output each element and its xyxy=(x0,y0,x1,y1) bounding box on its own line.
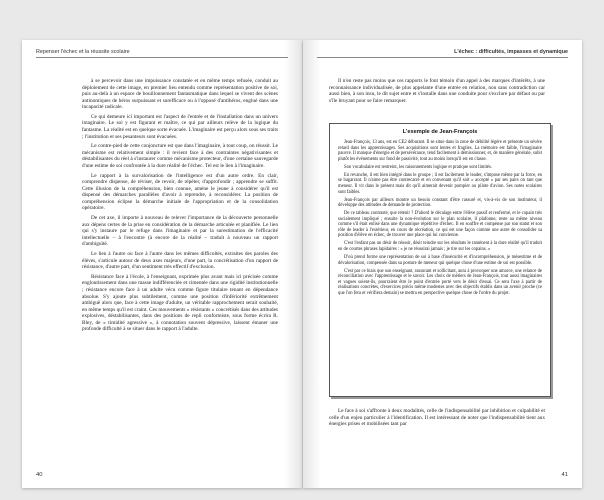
paragraph: à se percevoir dans une impuissance constatée et en même temps refusée, conduit au déploiement de cette image, en premier lieu entendu comme représentation positive de soi, puis au-delà à un espace de bouillonnement fantasmatique dans lequel se vivent des scènes antinomiques de héros surpuissant et surefficace ou à l'opposé d'antihéros, englué dans une incapacité radicale. xyxy=(82,78,278,111)
left-page-body xyxy=(82,78,278,336)
right-page-intro xyxy=(329,78,545,107)
paragraph: Le contre-pied de cette conjoncture est que dans l'imaginaire, à tout coup, on réussit. Le mécanisme est relativement simple : il revient face à des contraintes négativisantes et déstabilisantes du réel à s'instaurer comme mécanisme protecteur, d'une certaine sauvegarde d'une estime de soi confrontée à la dure réalité de l'échec. Tel est le lien à l'imaginaire. xyxy=(82,143,278,169)
paragraph: Ce qui demeure ici important est l'aspect de l'entrée et de l'installation dans un univers imaginaire. Le soi y est figurant et maître, ce qui par ailleurs relève de la logique du fantasme. La réalité est en quelque sorte évacuée. L'imaginaire est perçu alors sous ses traits ; l'institution et ses pesanteurs sont évacuées. xyxy=(82,113,278,140)
right-page xyxy=(303,40,582,488)
page-number-right: 41 xyxy=(561,472,568,478)
box-paragraph: Jean-François par ailleurs montre un besoin constant d'être rassuré et, vis-à-vis de son instituteur, il développe des attitudes de demande de protection. xyxy=(338,197,542,209)
box-paragraph: C'est l'enfant pas un désir de réussir, désir teindre sur les résultats le ramènent à la dure réalité qu'il traduit en de courtes phrases lapidaires : « je ne réussirai jamais ; je tire sur les copains. » xyxy=(338,241,542,253)
box-paragraph: C'est par ce biais que son enseignant, rassurant et sollicitant, aura à provoquer une amorce, une relance de réconciliation avec l'apprentissage et le savoir. Les choix de métiers de Jean-François, tout aussi imaginaires et vagues soient-ils, pourraient être le point d'entrée porté vers le désir d'essai. Ce sera l'axe à partir de réalisations concrètes, d'exercices précis même modestes avec des objectifs établis dans un avenir proche (ce que l'on fera et vérifiera demain) se mettra en perspective quelque chose de l'ordre du projet. xyxy=(338,268,542,296)
right-page-closing xyxy=(329,408,545,431)
box-paragraph: En revanche, il est bien intégré dans le groupe ; il est facilement le leader, s'impose même par la force, en se bagarrant. Il n'aime pas être contrecarré et en convenant qu'il soit « accepté » par ses pairs on tant que meneur. Il vit dans le présent mais dit qu'il aimerait devenir pompier ou pilote d'avion. Ses notes scolaires sont faibles. xyxy=(338,172,542,195)
gutter-shadow-left xyxy=(284,40,302,488)
example-box-body xyxy=(338,140,542,297)
box-paragraph: D'où prend forme une représentation de soi à base d'insécurité et d'incompréhension, je mésestime et de dévalorisation, compensée dans sa posture de meneur qui quelque chose d'une estime de soi est possible. xyxy=(338,255,542,266)
page-number-left: 40 xyxy=(36,472,43,478)
header-rule-right xyxy=(317,57,568,58)
paragraph: Résistance face à l'école, à l'enseignant, exprimée plus avant mais ici précisée comme engloutissement dans une masse indifférenciée et cimentée dans une rigidité institutionnelle ; résistance encore face à un adulte vécu comme figure titulaire tenant en dépendance absolue. S'y ajoute plus subtilement, comme une position d'infériorité extrêmement ambiguë alors que, face à cette image d'adulte, un véritable rapprochement serait souhaité, en même temps qu'il est craint. Ces mouvements « résistants » concrétisés dans des attitudes explosives, déstabilisantes, dans des positions de repli conformiste, sous forme écrira R. Bley, de « timidité agressive », à connotation souvent dépressive, laissent émaner une profonde difficulté à se situer dans le rapport à l'adulte. xyxy=(82,273,278,333)
gutter-shadow-right xyxy=(303,40,321,488)
box-paragraph: Son vocabulaire est restreint, les raisonnements logique et pratique sont limités. xyxy=(344,164,492,170)
paragraph: De cet axe, il importe à nouveau de relever l'importance de la découverte personnelle aux dépens certes de la prise en considération de la démarche articulée et planifiée. Le lien qui s'y instaure par le refuge dans l'imaginaire et par la surestimation de l'efficacité intellectuelle – à l'encontre (à encore de la réalité – traduit à nouveau un rapport d'ambiguïté. xyxy=(82,215,278,248)
paragraph: Le lien à l'autre ou face à l'autre dans les mêmes difficultés, extraites des paroles des élèves, s'articule autour de deux axes majeurs, d'une part, la concrétisation d'un rapport de résistance, d'autre part, d'un sentiment très effectif d'exclusion. xyxy=(82,251,278,271)
box-paragraph: De ce tableau contrasté, que retenir ? D'abord le décalage entre l'élève passif et renfermé, et le copain très socialement impliqué ; ensuite la non-évolution sur le plan scolaire, il plafonne, reste au même niveau comme s'il était enlisé dans une dynamique répétitive d'échec. Il en souffre et compense par son statut et son rôle de leader à l'extérieur, en cours de récréation, ce qui est une façon comme une autre de consolider sa position d'élève en échec, de trouver une place qui lui convienne. xyxy=(338,211,542,239)
example-box-title: L'exemple de Jean-François xyxy=(402,129,478,135)
left-page xyxy=(22,40,302,488)
running-header-right: L'échec : difficultés, impasses et dynamique xyxy=(454,49,568,55)
running-header-left: Repenser l'échec et la réussite scolaire xyxy=(36,49,130,55)
paragraph: Le rapport à la survalorisation de l'intelligence est d'un autre ordre. En clair, comprendre dispense, de réviser, de revoir, de répéter, d'approfondir ; apprendre se suffit. Cette illusion de la compréhension, bien connue, amène le jeune à considérer qu'il est dispensé des démarches parallèles d'avoir à reprendre, à reconsidérer. La position de compréhension éclipse la démarche initiale de l'appropriation et de la consolidation opératoire. xyxy=(82,172,278,212)
box-paragraph: Jean-François, 13 ans, est en CE2 déburant. Il se situe dans la zone de débilité légère et présente un sévère retard dans les apprentissages. Ses acquisitions sont lentes et fragiles. La mémoire est faible, l'imaginaire pauvre. Il manque d'énergie et de persévérance, tend facilement à démissionner, et, de manière générale, subit plutôt les événements sur fond de passivité, tout au moins lorsqu'il est en classe. xyxy=(338,140,542,162)
paragraph: Le face à soi s'affronte à deux modalités, celle de l'indispensabilité par inhibition et culpabilité et celle d'un enjeu particulier à l'identification. Il est intéressant de noter que l'indispensabilité tient aux énergies prises et mobilisées tant par xyxy=(329,408,545,428)
example-box xyxy=(329,123,551,397)
paragraph: Il n'en reste pas moins que ces rapports le font témoin d'un appel à des marques d'intérêts, à une reconnaissance individualisée, de plus appelante d'une entrée en relation, non sans contradiction car aussi bien, à son insu, le dit sujet entre et s'installe dans une conduite pour s'exclure par défaut ou par s'île bruyant pour se faire remarquer. xyxy=(329,78,545,104)
header-rule-left xyxy=(36,57,288,58)
